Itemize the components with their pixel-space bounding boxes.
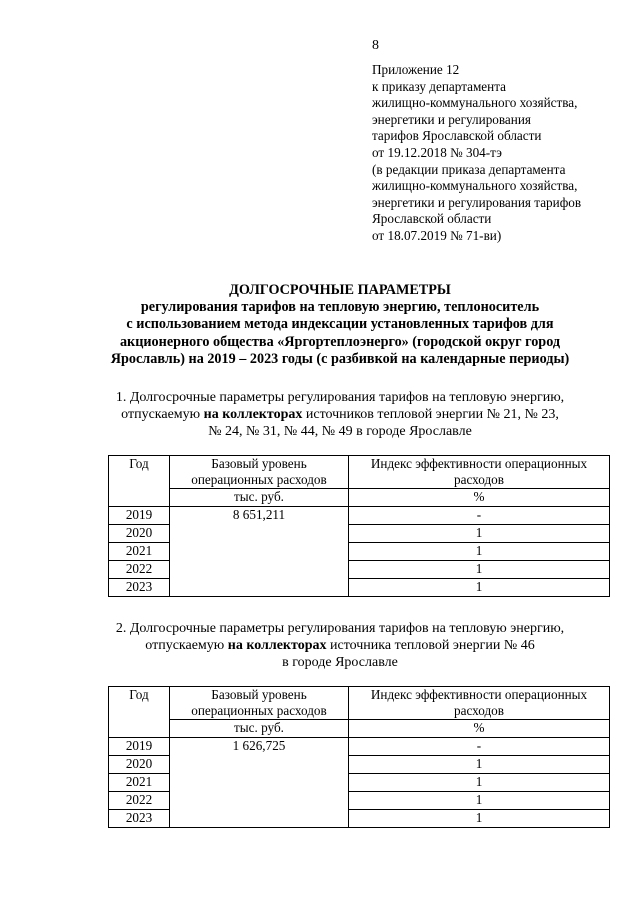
year-cell: 2022 bbox=[109, 792, 170, 810]
year-cell: 2019 bbox=[109, 507, 170, 525]
section-2-heading bbox=[60, 620, 620, 672]
header-efficiency-index: Индекс эффективности операционных расходов bbox=[349, 456, 610, 489]
section-text: отпускаемую bbox=[121, 407, 204, 423]
approval-line: энергетики и регулирования тарифов bbox=[372, 194, 582, 210]
approval-line: Приложение 12 bbox=[372, 62, 460, 77]
approval-line: от 18.07.2019 № 71-ви) bbox=[372, 227, 502, 243]
year-cell: 2020 bbox=[109, 756, 170, 774]
unit-index: % bbox=[349, 489, 610, 507]
title-line: акционерного общества «Яргортеплоэнерго» (городской округ город bbox=[119, 333, 561, 350]
section-line bbox=[60, 637, 620, 654]
approval-block bbox=[372, 62, 581, 245]
index-cell: - bbox=[349, 507, 610, 525]
header-efficiency-index: Индекс эффективности операционных расходов bbox=[349, 687, 610, 720]
index-cell: 1 bbox=[349, 774, 610, 792]
approval-line: жилищно-коммунального хозяйства, bbox=[372, 95, 578, 111]
document-title bbox=[60, 282, 620, 368]
section-bold-text: на коллекторах bbox=[227, 638, 327, 654]
header-year: Год bbox=[109, 456, 170, 507]
year-cell: 2023 bbox=[109, 810, 170, 828]
section-line bbox=[60, 406, 620, 423]
index-cell: 1 bbox=[349, 525, 610, 543]
header-base-level: Базовый уровень операционных расходов bbox=[170, 456, 349, 489]
unit-base: тыс. руб. bbox=[170, 489, 349, 507]
index-cell: 1 bbox=[349, 810, 610, 828]
section-line: 2. Долгосрочные параметры регулирования тарифов на тепловую энергию, bbox=[115, 621, 565, 636]
section-text: источников тепловой энергии № 21, № 23, bbox=[302, 407, 559, 423]
unit-index: % bbox=[349, 720, 610, 738]
unit-base: тыс. руб. bbox=[170, 720, 349, 738]
section-line: 1. Долгосрочные параметры регулирования тарифов на тепловую энергию, bbox=[115, 390, 565, 405]
section-line: в городе Ярославле bbox=[282, 655, 398, 671]
section-1-heading bbox=[60, 389, 620, 441]
section-1-table bbox=[108, 455, 610, 597]
section-2-table bbox=[108, 686, 610, 828]
index-cell: 1 bbox=[349, 579, 610, 597]
year-cell: 2021 bbox=[109, 774, 170, 792]
approval-line: к приказу департамента bbox=[372, 78, 506, 94]
section-text: источника тепловой энергии № 46 bbox=[326, 638, 535, 654]
title-line: ДОЛГОСРОЧНЫЕ ПАРАМЕТРЫ bbox=[229, 282, 451, 298]
title-line: с использованием метода индексации установленных тарифов для bbox=[126, 316, 554, 333]
approval-line: энергетики и регулирования bbox=[372, 111, 531, 127]
index-cell: 1 bbox=[349, 543, 610, 561]
table-row bbox=[109, 507, 610, 525]
base-value-cell: 8 651,211 bbox=[170, 507, 349, 597]
year-cell: 2022 bbox=[109, 561, 170, 579]
base-value-cell: 1 626,725 bbox=[170, 738, 349, 828]
section-bold-text: на коллекторах bbox=[203, 407, 303, 423]
year-cell: 2020 bbox=[109, 525, 170, 543]
index-cell: 1 bbox=[349, 792, 610, 810]
approval-line: от 19.12.2018 № 304-тэ bbox=[372, 144, 502, 160]
section-text: отпускаемую bbox=[145, 638, 228, 654]
title-line: Ярославль) на 2019 – 2023 годы (с разбивкой на календарные периоды) bbox=[110, 350, 570, 367]
approval-line: тарифов Ярославской области bbox=[372, 128, 542, 144]
approval-line: (в редакции приказа департамента bbox=[372, 161, 566, 177]
year-cell: 2023 bbox=[109, 579, 170, 597]
year-cell: 2021 bbox=[109, 543, 170, 561]
index-cell: 1 bbox=[349, 756, 610, 774]
approval-line: Ярославской области bbox=[372, 211, 492, 227]
year-cell: 2019 bbox=[109, 738, 170, 756]
title-line: регулирования тарифов на тепловую энергию, теплоноситель bbox=[140, 299, 540, 316]
header-base-level: Базовый уровень операционных расходов bbox=[170, 687, 349, 720]
index-cell: - bbox=[349, 738, 610, 756]
header-year: Год bbox=[109, 687, 170, 738]
table-row bbox=[109, 738, 610, 756]
approval-line: жилищно-коммунального хозяйства, bbox=[372, 178, 578, 194]
section-line: № 24, № 31, № 44, № 49 в городе Ярославле bbox=[208, 424, 472, 440]
index-cell: 1 bbox=[349, 561, 610, 579]
page-number: 8 bbox=[372, 38, 379, 53]
